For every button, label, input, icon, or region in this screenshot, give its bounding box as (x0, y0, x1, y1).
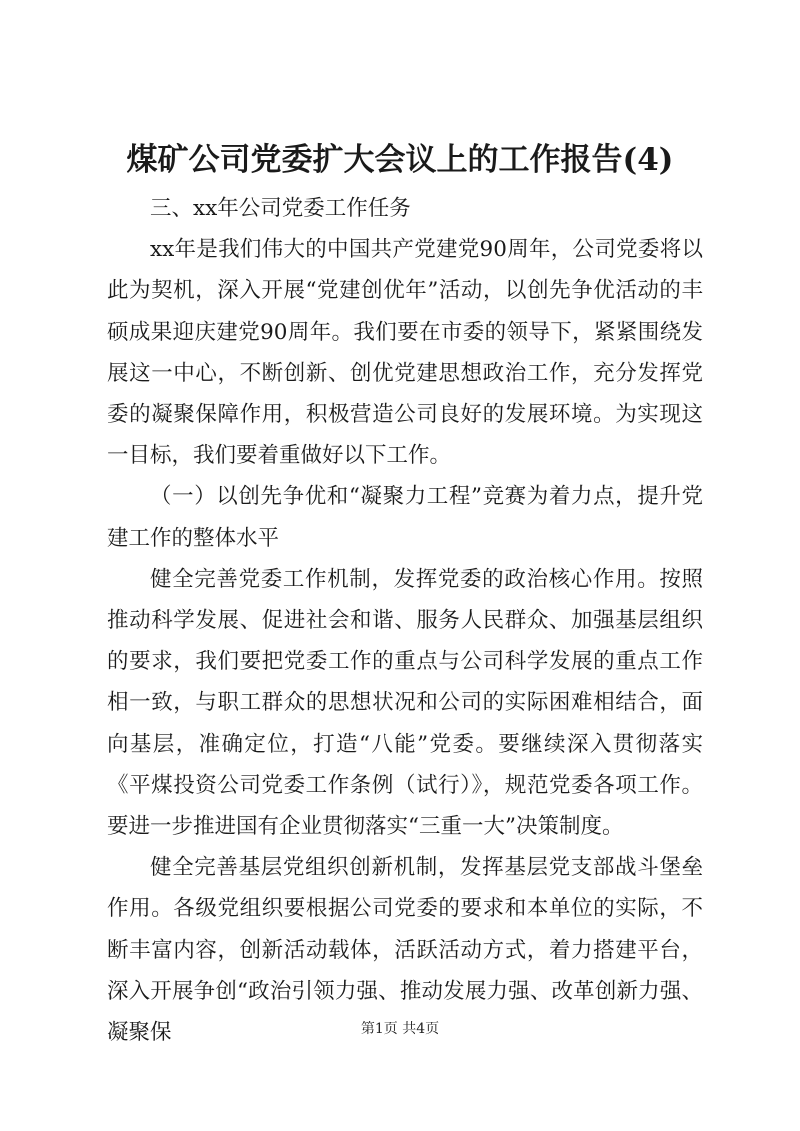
paragraph-intro: xx年是我们伟大的中国共产党建党90周年，公司党委将以此为契机，深入开展“党建创优年”活动，以创先争优活动的丰硕成果迎庆建党90周年。我们要在市委的领导下，紧紧围绕发展这一中心，不断创新、创优党建思想政治工作，充分发挥党委的凝聚保障作用，积极营造公司良好的发展环境。为实现这一目标，我们要着重做好以下工作。 (107, 237, 703, 469)
section-heading: 三、xx年公司党委工作任务 (150, 196, 411, 221)
document-body (107, 188, 703, 1053)
page-footer: 第1页 共4页 (360, 1021, 440, 1037)
paragraph-party-committee: 健全完善党委工作机制，发挥党委的政治核心作用。按照推动科学发展、促进社会和谐、服务人民群众、加强基层组织的要求，我们要把党委工作的重点与公司科学发展的重点工作相一致，与职工群众的思想状况和公司的实际困难相结合，面向基层，准确定位，打造“八能”党委。要继续深入贯彻落实《平煤投资公司党委工作条例（试行）》，规范党委各项工作。要进一步推进国有企业贯彻落实“三重一大”决策制度。 (107, 566, 703, 840)
paragraph-grassroots: 健全完善基层党组织创新机制，发挥基层党支部战斗堡垒作用。各级党组织要根据公司党委的要求和本单位的实际，不断丰富内容，创新活动载体，活跃活动方式，着力搭建平台，深入开展争创“政治引领力强、推动发展力强、改革创新力强、凝聚保 (107, 855, 703, 1046)
subsection-heading: （一）以创先争优和“凝聚力工程”竞赛为着力点，提升党建工作的整体水平 (107, 484, 703, 551)
document-title: 煤矿公司党委扩大会议上的工作报告(4) (126, 142, 674, 178)
